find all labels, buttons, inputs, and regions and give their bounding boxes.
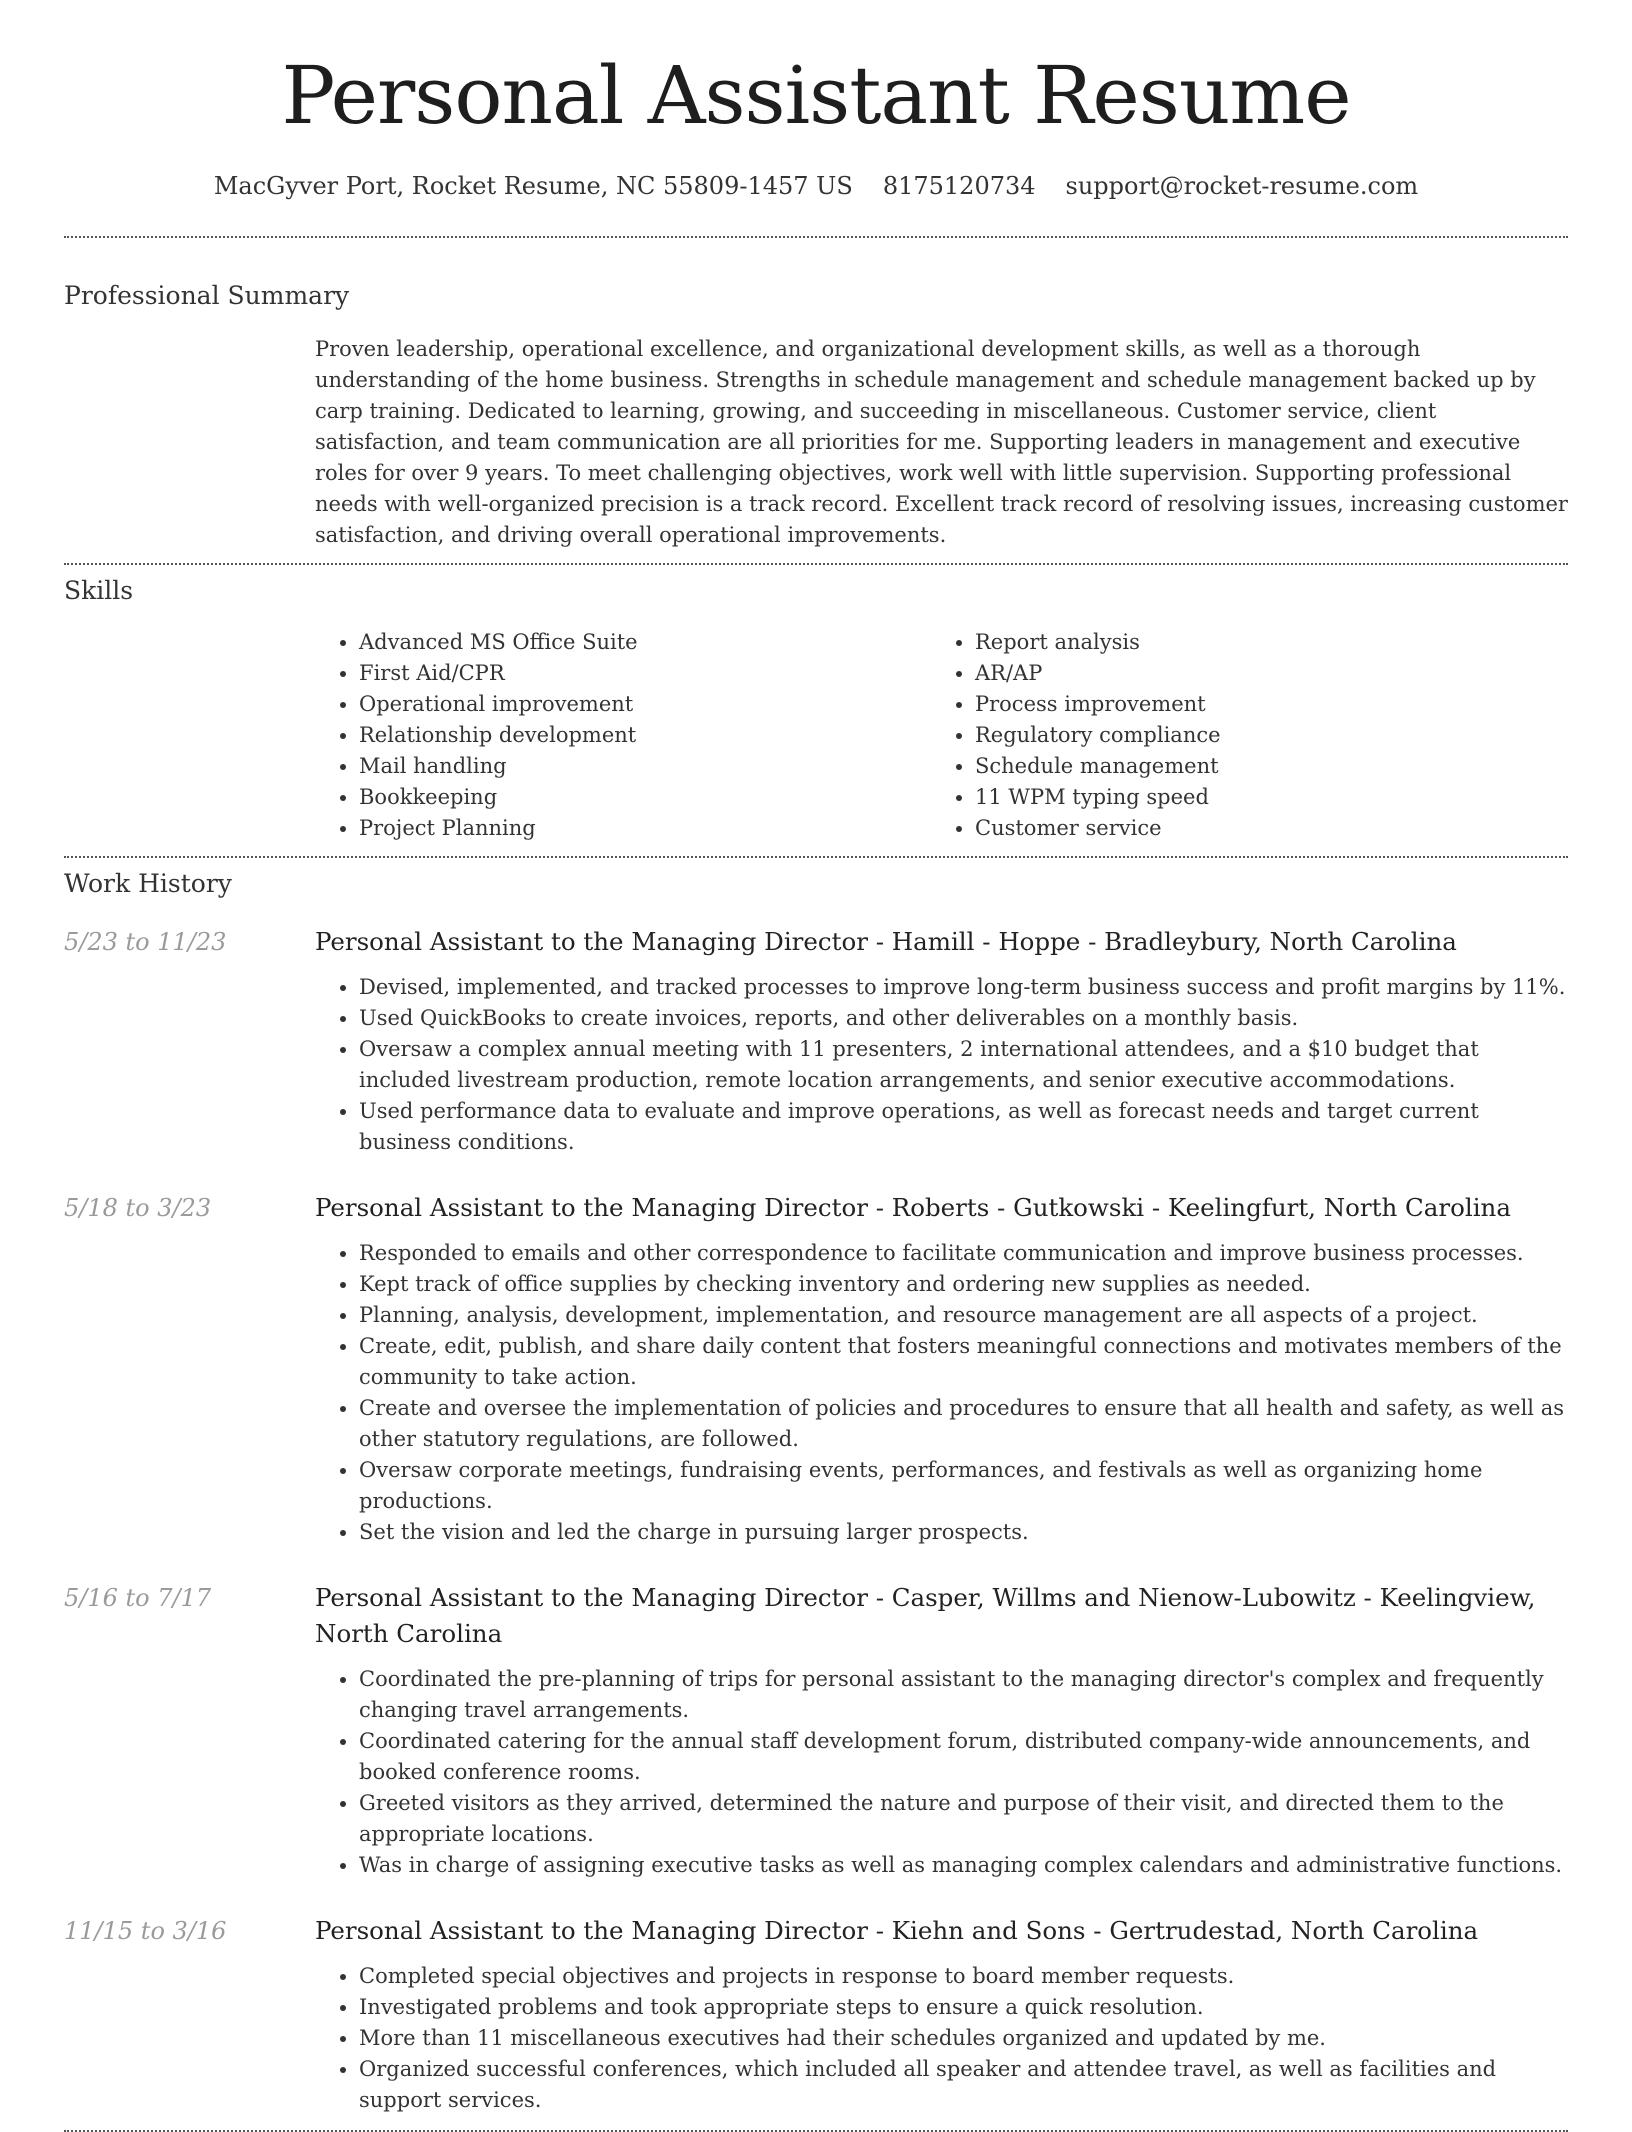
job-bullets: [315, 1238, 1568, 1548]
skills-heading: Skills: [64, 576, 134, 605]
skills-list-right: [931, 627, 1547, 844]
skill-item: • Project Planning: [359, 813, 931, 844]
job-bullet: • Was in charge of assigning executive tasks as well as managing complex calendars and administrative functions.: [359, 1850, 1568, 1881]
job-bullet: • Greeted visitors as they arrived, determined the nature and purpose of their visit, and directed them to the appropriate locations.: [359, 1788, 1568, 1850]
job-title: Personal Assistant to the Managing Director - Casper, Willms and Nienow-Lubowitz - Keelingview, North Carolina: [315, 1583, 1536, 1648]
contact-line: [64, 170, 1568, 202]
summary-section: [64, 280, 1568, 551]
job-entry: [64, 1190, 1568, 1548]
skill-item: • Regulatory compliance: [975, 720, 1547, 751]
work-heading: Work History: [64, 869, 232, 898]
skills-list-left: [315, 627, 931, 844]
job-bullet: • Oversaw a complex annual meeting with 11 presenters, 2 international attendees, and a $10 budget that included livestream production, remote location arrangements, and senior executive accommodations.: [359, 1034, 1568, 1096]
contact-address: MacGyver Port, Rocket Resume, NC 55809-1457 US: [213, 172, 853, 200]
skill-item: • Advanced MS Office Suite: [359, 627, 931, 658]
skills-divider: [64, 856, 1568, 858]
job-entry: [64, 924, 1568, 1158]
skill-item: • Relationship development: [359, 720, 931, 751]
skills-grid: [315, 627, 1568, 844]
job-title: Personal Assistant to the Managing Director - Hamill - Hoppe - Bradleybury, North Carolina: [315, 927, 1457, 956]
skill-item: • Process improvement: [975, 689, 1547, 720]
skill-item: • First Aid/CPR: [359, 658, 931, 689]
job-bullet: • Oversaw corporate meetings, fundraising events, performances, and festivals as well as organizing home productions.: [359, 1455, 1568, 1517]
job-bullets: [315, 972, 1568, 1158]
job-entry: [64, 1913, 1568, 2116]
skill-item: • 11 WPM typing speed: [975, 782, 1547, 813]
job-bullet: • Coordinated the pre-planning of trips for personal assistant to the managing director's complex and frequently changing travel arrangements.: [359, 1664, 1568, 1726]
job-bullet: • Organized successful conferences, which included all speaker and attendee travel, as well as facilities and support services.: [359, 2054, 1568, 2116]
summary-divider: [64, 563, 1568, 565]
job-bullet: • Used QuickBooks to create invoices, reports, and other deliverables on a monthly basis.: [359, 1003, 1568, 1034]
job-bullet: • Create and oversee the implementation of policies and procedures to ensure that all health and safety, as well as other statutory regulations, are followed.: [359, 1393, 1568, 1455]
job-bullet: • Create, edit, publish, and share daily content that fosters meaningful connections and motivates members of the community to take action.: [359, 1331, 1568, 1393]
job-bullet: • Devised, implemented, and tracked processes to improve long-term business success and profit margins by 11%.: [359, 972, 1568, 1003]
skill-item: • Schedule management: [975, 751, 1547, 782]
job-dates: 5/23 to 11/23: [64, 928, 227, 956]
job-bullet: • Planning, analysis, development, implementation, and resource management are all aspects of a project.: [359, 1300, 1568, 1331]
skills-section: [64, 575, 1568, 844]
job-bullet: • Completed special objectives and projects in response to board member requests.: [359, 1961, 1568, 1992]
job-dates: 5/16 to 7/17: [64, 1584, 212, 1612]
skill-item: • Bookkeeping: [359, 782, 931, 813]
job-bullet: • Used performance data to evaluate and improve operations, as well as forecast needs and target current business conditions.: [359, 1096, 1568, 1158]
header-divider: [64, 236, 1568, 238]
job-title: Personal Assistant to the Managing Director - Kiehn and Sons - Gertrudestad, North Carolina: [315, 1916, 1479, 1945]
job-bullets: [315, 1664, 1568, 1881]
skill-item: • Operational improvement: [359, 689, 931, 720]
job-dates: 11/15 to 3/16: [64, 1917, 227, 1945]
job-bullet: • Kept track of office supplies by checking inventory and ordering new supplies as needed.: [359, 1269, 1568, 1300]
job-bullet: • Set the vision and led the charge in pursuing larger prospects.: [359, 1517, 1568, 1548]
job-entry: [64, 1580, 1568, 1881]
skill-item: • Report analysis: [975, 627, 1547, 658]
job-bullet: • Coordinated catering for the annual staff development forum, distributed company-wide announcements, and booked conference rooms.: [359, 1726, 1568, 1788]
skill-item: • Mail handling: [359, 751, 931, 782]
job-title: Personal Assistant to the Managing Director - Roberts - Gutkowski - Keelingfurt, North Carolina: [315, 1193, 1511, 1222]
skill-item: • Customer service: [975, 813, 1547, 844]
skill-item: • AR/AP: [975, 658, 1547, 689]
resume-page: [64, 0, 1568, 2132]
contact-phone: 8175120734: [882, 172, 1036, 200]
summary-heading: Professional Summary: [64, 281, 350, 310]
job-bullet: • Responded to emails and other correspondence to facilitate communication and improve business processes.: [359, 1238, 1568, 1269]
work-section: [64, 868, 1568, 2116]
contact-email: support@rocket-resume.com: [1065, 172, 1419, 200]
job-bullet: • Investigated problems and took appropriate steps to ensure a quick resolution.: [359, 1992, 1568, 2023]
job-bullet: • More than 11 miscellaneous executives had their schedules organized and updated by me.: [359, 2023, 1568, 2054]
job-bullets: [315, 1961, 1568, 2116]
resume-title: Personal Assistant Resume: [281, 49, 1351, 142]
summary-text: Proven leadership, operational excellence, and organizational development skills, as well as a thorough understanding of the home business. Strengths in schedule management and schedule management backed up by carp training. Dedicated to learning, growing, and succeeding in miscellaneous. Customer service, client satisfaction, and team communication are all priorities for me. Supporting leaders in management and executive roles for over 9 years. To meet challenging objectives, work well with little supervision. Supporting professional needs with well-organized precision is a track record. Excellent track record of resolving issues, increasing customer satisfaction, and driving overall operational improvements.: [315, 337, 1568, 547]
job-dates: 5/18 to 3/23: [64, 1194, 212, 1222]
